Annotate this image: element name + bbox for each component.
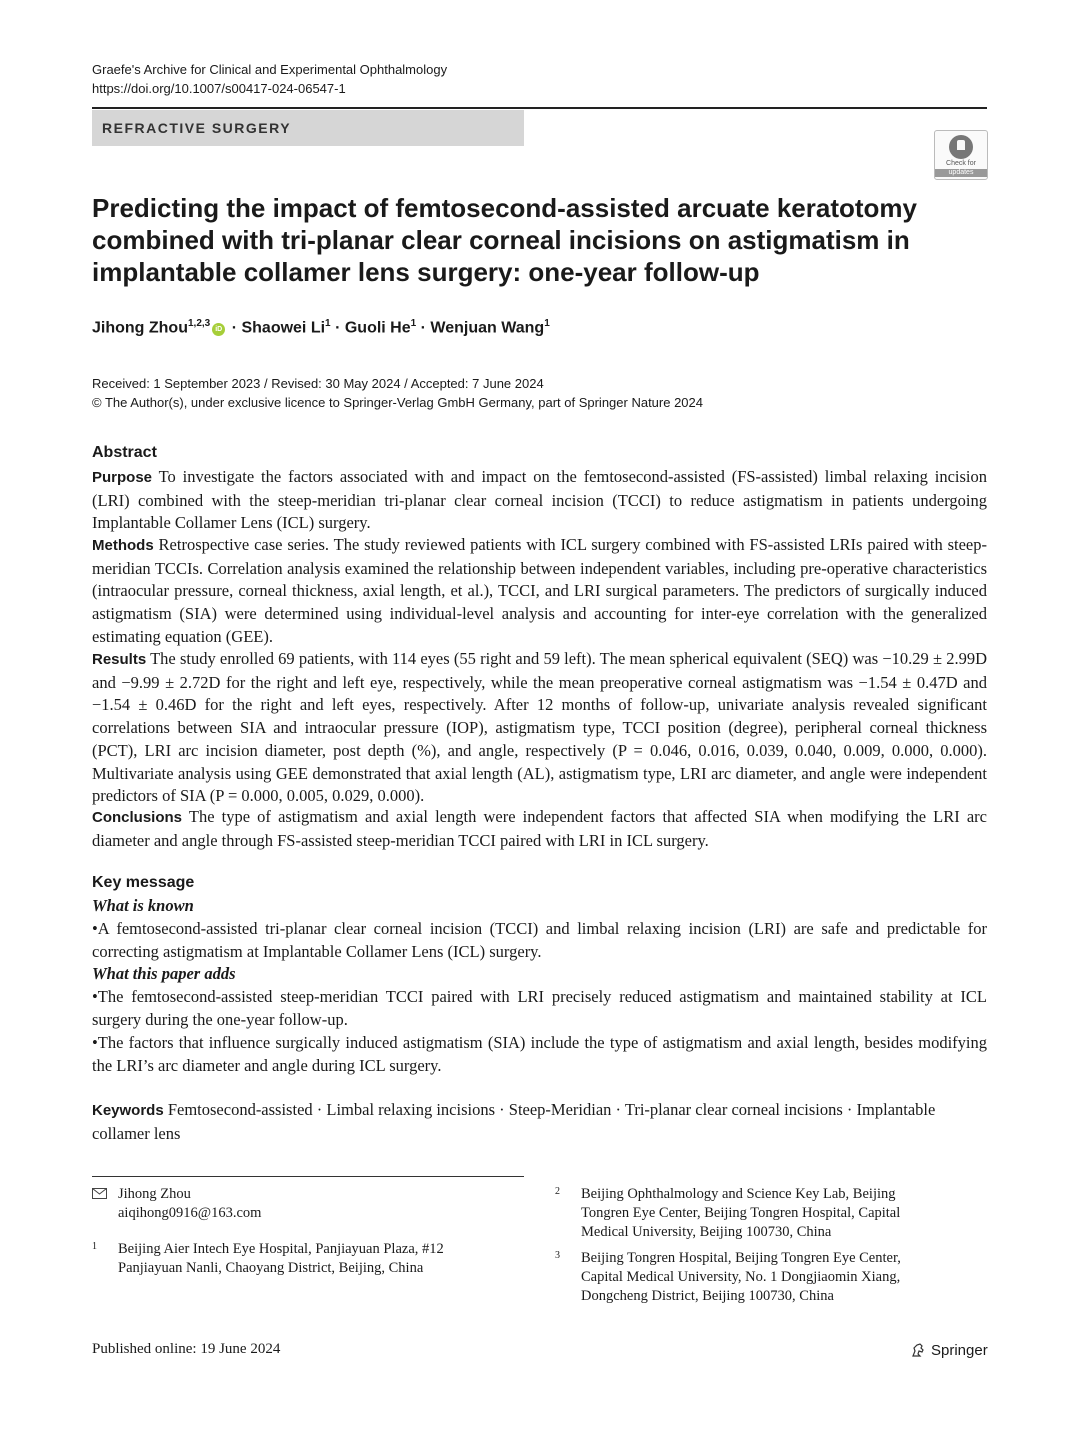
affiliation-2 xyxy=(555,1185,985,1242)
doi-link[interactable]: https://doi.org/10.1007/s00417-024-06547-1 xyxy=(92,81,346,96)
affiliation-line: Beijing Tongren Hospital, Beijing Tongren Eye Center, xyxy=(581,1250,901,1266)
affiliation-line: Beijing Ophthalmology and Science Key Lab, Beijing xyxy=(581,1186,896,1202)
affiliation-line: Dongcheng District, Beijing 100730, China xyxy=(581,1288,834,1304)
header-rule xyxy=(92,107,987,109)
affiliation-line: Tongren Eye Center, Beijing Tongren Hospital, Capital xyxy=(581,1205,901,1221)
publisher-name: Springer xyxy=(931,1342,988,1359)
keywords xyxy=(92,1099,987,1145)
methods-text: Retrospective case series. The study reviewed patients with ICL surgery combined with FS-assisted LRIs paired with steep-meridian TCCIs. Correlation analysis examined the relationship between independent variables, including pre-operative characteristics (intraocular pressure, corneal thickness, axial length, et al.), TCCI, and LRI surgical parameters. The predictors of surgically induced astigmatism (SIA) were determined using individual-level analysis and accounting for inter-eye correlation with the generalized estimating equation (GEE). xyxy=(92,535,987,646)
abstract-results xyxy=(92,648,987,808)
springer-horse-icon xyxy=(910,1342,926,1358)
author-list xyxy=(92,318,550,337)
envelope-icon xyxy=(92,1188,107,1199)
author-name[interactable]: Guoli He xyxy=(344,319,411,337)
results-label: Results xyxy=(92,651,147,668)
corresponding-name: Jihong Zhou xyxy=(118,1186,191,1202)
history-dates: Received: 1 September 2023 / Revised: 30 May 2024 / Accepted: 7 June 2024 xyxy=(92,376,544,391)
affiliation-line: Medical University, Beijing 100730, China xyxy=(581,1224,832,1240)
abstract-conclusions xyxy=(92,806,987,852)
affiliation-number: 1 xyxy=(92,1241,97,1252)
what-is-known-text: •A femtosecond-assisted tri-planar clear corneal incision (TCCI) and limbal relaxing incision (LRI) are safe and predictable for correcting astigmatism at Implantable Collamer Lens (ICL) surgery. xyxy=(92,919,987,961)
journal-name: Graefe's Archive for Clinical and Experimental Ophthalmology xyxy=(92,62,448,77)
methods-label: Methods xyxy=(92,537,154,554)
affiliation-line: Beijing Aier Intech Eye Hospital, Panjiayuan Plaza, #12 xyxy=(118,1241,444,1257)
journal-header xyxy=(92,60,447,98)
bookmark-icon xyxy=(949,135,973,159)
orcid-icon[interactable]: iD xyxy=(212,323,225,336)
author-affiliation: 1 xyxy=(410,318,417,329)
author-separator: · xyxy=(420,319,426,337)
author-separator: · xyxy=(335,319,341,337)
article-title: Predicting the impact of femtosecond-assisted arcuate keratotomy combined with tri-planar clear corneal incisions on astigmatism in implantable collamer lens surgery: one-year follow-up xyxy=(92,193,917,287)
check-updates-text-2: updates xyxy=(935,169,987,177)
key-message-heading: Key message xyxy=(92,874,195,891)
affiliation-line: Panjiayuan Nanli, Chaoyang District, Beijing, China xyxy=(118,1260,424,1276)
results-text: The study enrolled 69 patients, with 114 eyes (55 right and 59 left). The mean spherical equivalent (SEQ) was −10.29 ± 2.99D and −9.99 ± 2.72D for the right and left eye, respectively, while the mean preoperative corneal astigmatism was −1.54 ± 0.47D and −1.54 ± 0.46D for the right and left eyes, respectively. After 12 months of follow-up, univariate analysis revealed significant correlations between SIA and intraocular pressure (IOP), astigmatism type, TCCI position (degree), peripheral corneal thickness (PCT), LRI arc incision diameter, post depth (%), and angle, respectively (P = 0.046, 0.016, 0.039, 0.040, 0.009, 0.000, 0.000). Multivariate analysis using GEE demonstrated that axial length (AL), astigmatism type, LRI arc diameter, and angle were independent predictors of SIA (P = 0.000, 0.005, 0.029, 0.000). xyxy=(92,649,987,806)
corresponding-author xyxy=(92,1185,261,1223)
author-name[interactable]: Jihong Zhou xyxy=(92,319,188,337)
publisher-logo[interactable] xyxy=(910,1342,988,1359)
what-paper-adds-heading: What this paper adds xyxy=(92,964,236,983)
paper-adds-item: •The factors that influence surgically induced astigmatism (SIA) include the type of astigmatism and axial length, besides modifying the LRI’s arc diameter and angle during ICL surgery. xyxy=(92,1033,987,1075)
author-name[interactable]: Shaowei Li xyxy=(241,319,326,337)
section-label: REFRACTIVE SURGERY xyxy=(92,110,524,146)
footnote-rule xyxy=(92,1176,524,1177)
abstract-methods xyxy=(92,534,987,649)
keywords-text: Femtosecond-assisted · Limbal relaxing incisions · Steep-Meridian · Tri-planar clear corneal incisions · Implantable collamer lens xyxy=(92,1100,936,1143)
conclusions-text: The type of astigmatism and axial length were independent factors that affected SIA when modifying the LRI arc diameter and angle through FS-assisted steep-meridian TCCI paired with LRI in ICL surgery. xyxy=(92,807,988,850)
abstract-heading: Abstract xyxy=(92,444,157,461)
corresponding-email[interactable]: aiqihong0916@163.com xyxy=(118,1205,262,1221)
check-for-updates-badge[interactable] xyxy=(934,130,988,180)
published-date: Published online: 19 June 2024 xyxy=(92,1341,281,1357)
check-updates-text: Check for xyxy=(946,160,976,167)
affiliation-number: 3 xyxy=(555,1250,560,1261)
purpose-label: Purpose xyxy=(92,469,153,486)
affiliation-line: Capital Medical University, No. 1 Dongjiaomin Xiang, xyxy=(581,1269,901,1285)
author-affiliation: 1 xyxy=(544,318,550,329)
conclusions-label: Conclusions xyxy=(92,809,183,826)
author-name[interactable]: Wenjuan Wang xyxy=(430,319,545,337)
author-affiliation: 1,2,3 xyxy=(187,318,211,329)
author-affiliation: 1 xyxy=(325,318,331,329)
affiliation-1 xyxy=(92,1240,522,1278)
abstract-purpose xyxy=(92,466,987,535)
keywords-label: Keywords xyxy=(92,1102,164,1119)
affiliation-number: 2 xyxy=(555,1186,560,1197)
paper-adds-item: •The femtosecond-assisted steep-meridian TCCI paired with LRI precisely reduced astigmatism and maintained stability at ICL surgery during the one-year follow-up. xyxy=(92,987,987,1029)
article-dates xyxy=(92,374,703,412)
affiliation-3 xyxy=(555,1249,985,1306)
author-separator: · xyxy=(231,319,238,337)
copyright-notice: © The Author(s), under exclusive licence to Springer-Verlag GmbH Germany, part of Springer Nature 2024 xyxy=(92,395,703,410)
purpose-text: To investigate the factors associated with and impact on the femtosecond-assisted (FS-assisted) limbal relaxing incision (LRI) combined with the steep-meridian tri-planar clear corneal incision (TCCI) to reduce astigmatism in patients undergoing Implantable Collamer Lens (ICL) surgery. xyxy=(92,467,987,533)
what-is-known-heading: What is known xyxy=(92,896,194,915)
